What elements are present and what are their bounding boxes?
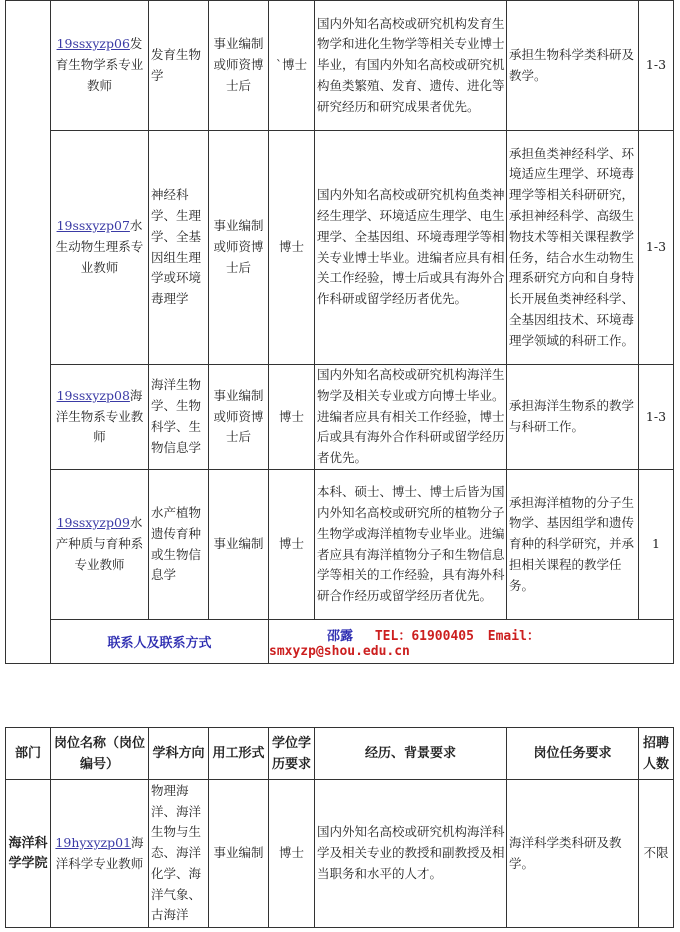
email-value[interactable]: smxyzp@shou.edu.cn <box>269 643 410 659</box>
count-cell: 1 <box>639 470 674 620</box>
count-cell: 不限 <box>639 780 674 928</box>
contact-label: 联系人及联系方式 <box>51 620 269 664</box>
employment-cell: 事业编制或师资博士后 <box>209 1 269 131</box>
position-code-link[interactable]: 19ssxyzp07 <box>56 218 130 234</box>
degree-cell: `博士 <box>269 1 315 131</box>
position-code-link[interactable]: 19ssxyzp09 <box>56 515 130 531</box>
count-cell: 1-3 <box>639 131 674 365</box>
degree-cell: 博士 <box>269 131 315 365</box>
field-cell: 水产植物遗传育种或生物信息学 <box>149 470 209 620</box>
table-row <box>6 131 674 365</box>
position-name: 水生动物生理系专业教师 <box>55 218 144 275</box>
table-row <box>6 1 674 131</box>
recruitment-table-marine-science <box>5 727 674 928</box>
duties-cell: 承担海洋植物的分子生物学、基因组学和遗传育种的科学研究，并承担相关课程的教学任务。 <box>507 470 639 620</box>
requirements-cell: 国内外知名高校或研究机构发育生物学和进化生物学等相关专业博士毕业，有国内外知名高校或研究机构鱼类繁殖、发育、遗传、进化等研究经历和研究成果者优先。 <box>315 1 507 131</box>
degree-cell: 博士 <box>269 780 315 928</box>
position-name: 海洋生物系专业教师 <box>55 387 144 445</box>
duties-cell: 海洋科学类科研及教学。 <box>507 780 639 928</box>
position-name: 发育生物学系专业教师 <box>55 36 144 93</box>
header-degree: 学位学历要求 <box>269 728 315 780</box>
header-position: 岗位名称（岗位编号） <box>51 728 149 780</box>
position-cell <box>51 1 149 131</box>
contact-name: 邵露 <box>327 628 354 644</box>
header-count: 招聘人数 <box>639 728 674 780</box>
tel-label: TEL： <box>374 628 412 644</box>
header-employment: 用工形式 <box>209 728 269 780</box>
employment-cell: 事业编制或师资博士后 <box>209 365 269 470</box>
position-code-link[interactable]: 19ssxyzp06 <box>56 36 130 52</box>
position-cell <box>51 470 149 620</box>
position-cell <box>51 365 149 470</box>
dept-cell: 海洋科学学院 <box>6 780 51 928</box>
position-name: 水产种质与育种系专业教师 <box>55 515 144 572</box>
field-cell: 发育生物学 <box>149 1 209 131</box>
position-name: 海洋科学专业教师 <box>55 834 144 871</box>
contact-row <box>6 620 674 664</box>
employment-cell: 事业编制 <box>209 780 269 928</box>
tel-value: 61900405 <box>411 628 474 644</box>
field-cell: 海洋生物学、生物科学、生物信息学 <box>149 365 209 470</box>
table-row <box>6 365 674 470</box>
field-cell: 神经科学、生理学、全基因组生理学或环境毒理学 <box>149 131 209 365</box>
table-row <box>6 780 674 928</box>
duties-cell: 承担海洋生物系的教学与科研工作。 <box>507 365 639 470</box>
position-code-link[interactable]: 19ssxyzp08 <box>56 387 130 403</box>
header-field: 学科方向 <box>149 728 209 780</box>
position-code-link[interactable]: 19hyxyzp01 <box>55 834 132 850</box>
count-cell: 1-3 <box>639 1 674 131</box>
header-duties: 岗位任务要求 <box>507 728 639 780</box>
header-requirements: 经历、背景要求 <box>315 728 507 780</box>
position-cell <box>51 131 149 365</box>
duties-cell: 承担生物科学类科研及教学。 <box>507 1 639 131</box>
count-cell: 1-3 <box>639 365 674 470</box>
requirements-cell: 国内外知名高校或研究机构海洋科学及相关专业的教授和副教授及相当职务和水平的人才。 <box>315 780 507 928</box>
dept-cell-empty <box>6 1 51 664</box>
requirements-cell: 国内外知名高校或研究机构海洋生物学及相关专业或方向博士毕业。进编者应具有相关工作经验，博士后或具有海外合作科研或留学经历者优先。 <box>315 365 507 470</box>
degree-cell: 博士 <box>269 470 315 620</box>
contact-info <box>269 620 674 664</box>
requirements-cell: 国内外知名高校或研究机构鱼类神经生理学、环境适应生理学、电生理学、全基因组、环境毒理学等相关专业博士毕业。进编者应具有相关工作经验，博士后或具有海外合作科研或留学经历者优先。 <box>315 131 507 365</box>
employment-cell: 事业编制或师资博士后 <box>209 131 269 365</box>
requirements-cell: 本科、硕士、博士、博士后皆为国内外知名高校或研究所的植物分子生物学或海洋植物专业毕业。进编者应具有海洋植物分子和生物信息学等相关的工作经验，具有海外科研合作经历或留学经历者优先。 <box>315 470 507 620</box>
header-dept: 部门 <box>6 728 51 780</box>
field-cell: 物理海洋、海洋生物与生态、海洋化学、海洋气象、古海洋 <box>149 780 209 928</box>
table-row <box>6 470 674 620</box>
recruitment-table-continued <box>5 0 674 664</box>
degree-cell: 博士 <box>269 365 315 470</box>
position-cell <box>51 780 149 928</box>
employment-cell: 事业编制 <box>209 470 269 620</box>
email-label: Email： <box>487 628 540 644</box>
duties-cell: 承担鱼类神经科学、环境适应生理学、环境毒理学等相关科研研究，承担神经科学、高级生物技术等相关课程教学任务，结合水生动物生理系研究方向和自身特长开展鱼类神经科学、全基因组技术、环境毒理学领域的科研工作。 <box>507 131 639 365</box>
header-row <box>6 728 674 780</box>
